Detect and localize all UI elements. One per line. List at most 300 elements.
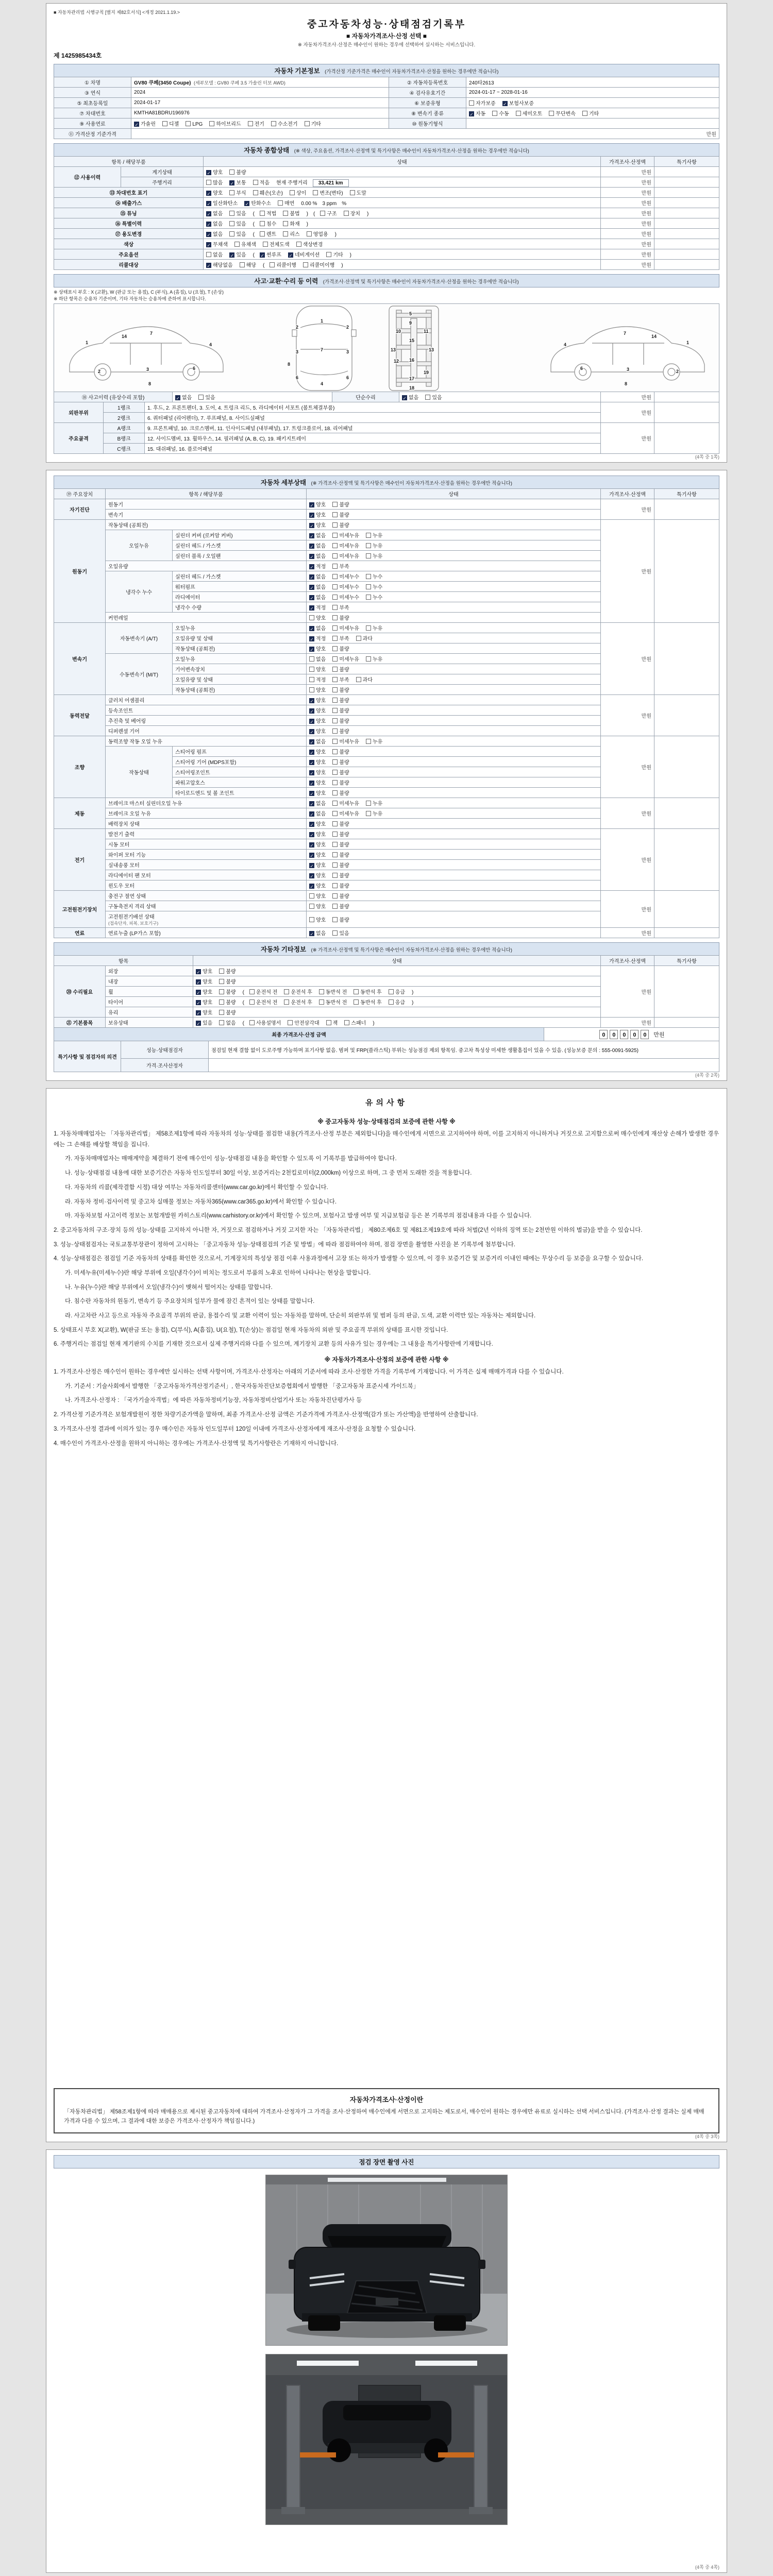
checkbox[interactable] [332,718,338,723]
option [332,894,349,900]
checkbox[interactable]: ✓ [135,122,139,127]
option [332,739,359,745]
device-cell: 전기 [54,829,106,891]
checkbox[interactable]: ✓ [503,101,507,107]
checkbox[interactable] [253,180,258,185]
checkbox[interactable]: ✓ [207,222,211,227]
option-label: 렌트 [266,232,277,238]
checkbox[interactable] [332,862,338,868]
inspection-photo-lift [265,2354,508,2525]
checkbox[interactable] [332,553,338,558]
table-header-row [54,956,719,966]
checkbox[interactable] [332,811,338,816]
checkbox[interactable] [186,121,191,126]
note-cell [654,260,719,270]
checkbox[interactable]: ✓ [310,513,314,519]
option-label: 불량 [339,688,349,694]
option-label: 해당없음 [213,263,233,268]
option-label: 있음 [339,931,349,937]
checkbox[interactable] [271,121,276,126]
item-group-cell: 자동변속기 (A/T) [106,623,173,654]
checkbox[interactable] [283,221,288,226]
checkbox[interactable] [332,584,338,589]
checkbox[interactable] [332,625,338,631]
option-label: 사용설명서 [256,1021,281,1027]
option-label: 과다 [362,677,373,684]
checkbox[interactable] [234,242,240,247]
checkbox[interactable]: ✓ [310,596,314,601]
checkbox[interactable] [319,989,324,994]
option-label: 없음 [182,395,192,401]
option-label: 침수 [266,222,277,227]
checkbox[interactable]: ✓ [196,990,200,996]
checkbox[interactable]: ✓ [310,833,314,838]
checkbox[interactable]: ✓ [310,822,314,828]
checkbox[interactable]: ✓ [207,191,211,196]
checkbox[interactable] [332,739,338,744]
odometer-state-options [204,167,601,177]
column-header: 특기사항 [654,956,719,966]
checkbox[interactable]: ✓ [310,699,314,704]
checkbox[interactable] [366,811,371,816]
checkbox[interactable]: ✓ [289,253,293,258]
option [260,222,276,227]
option-label: 없음 [226,1021,236,1027]
checkbox[interactable] [332,759,338,765]
option [332,884,349,889]
checkbox[interactable]: ✓ [310,863,314,869]
option-label: 불량 [226,979,236,986]
option [309,739,326,745]
checkbox[interactable]: ✓ [207,263,211,268]
diagram-part-number: 10 [396,329,401,334]
option [309,894,326,900]
option-label: 없음 [316,574,326,581]
checkbox[interactable] [219,979,224,984]
checkbox[interactable]: ✓ [310,626,314,632]
option [206,222,223,227]
checkbox[interactable] [229,170,234,175]
checkbox[interactable]: ✓ [310,565,314,570]
checkbox[interactable]: ✓ [310,554,314,560]
option-label: 있음 [205,395,215,401]
option-label: 미세누유 [339,801,359,807]
checkbox[interactable] [249,989,255,994]
option-label: 없음 [316,544,326,550]
option [332,667,349,673]
checkbox[interactable] [332,873,338,878]
checkbox[interactable] [332,790,338,795]
checkbox[interactable] [332,883,338,888]
option-label: 미세누수 [339,595,359,601]
option [309,750,326,755]
checkbox[interactable] [332,574,338,579]
state-cell [307,551,601,561]
option [309,918,326,923]
checkbox[interactable]: ✓ [310,802,314,807]
item-group-cell: 수동변속기 (M/T) [106,654,173,695]
checkbox[interactable]: ✓ [310,874,314,879]
checkbox[interactable] [366,574,371,579]
checkbox[interactable] [249,999,255,1005]
checkbox[interactable]: ✓ [310,523,314,529]
checkbox[interactable] [582,111,587,116]
checkbox[interactable] [332,821,338,826]
checkbox[interactable]: ✓ [196,970,200,975]
option-label: 누수 [372,595,383,601]
checkbox[interactable] [320,211,325,216]
checkbox[interactable] [288,1020,293,1025]
price-cell: 만원 [601,520,654,623]
checkbox[interactable]: ✓ [207,212,211,217]
note-cell [654,208,719,218]
checkbox[interactable] [366,625,371,631]
checkbox[interactable] [260,221,265,226]
checkbox[interactable] [260,231,265,236]
checkbox[interactable] [249,1020,255,1025]
checkbox[interactable]: ✓ [207,201,211,207]
checkbox[interactable]: ✓ [310,812,314,818]
checkbox[interactable]: ✓ [402,396,407,401]
checkbox[interactable]: ✓ [207,232,211,238]
checkbox[interactable]: ✓ [310,740,314,745]
checkbox[interactable] [332,832,338,837]
page-4 [46,2149,727,2573]
checkbox[interactable]: ✓ [207,243,211,248]
table-row [54,108,719,118]
checkbox[interactable] [290,190,295,195]
price-cell: 만원 [601,188,654,198]
column-header: 항목 [54,956,193,966]
checkbox[interactable] [206,180,211,185]
checkbox[interactable] [319,999,324,1005]
checkbox[interactable] [332,904,338,909]
option-label: 불량 [339,863,349,869]
checkbox[interactable] [332,615,338,620]
rank-items: 1. 후드, 2. 프론트펜더, 3. 도어, 4. 트렁크 리드, 5. 라디에이터 서포트 (볼트체결부품) [145,402,601,413]
checkbox[interactable] [309,904,314,909]
checkbox[interactable] [309,677,314,682]
checkbox[interactable] [332,667,338,672]
column-header: 항목 / 해당부품 [106,489,307,499]
table-row [54,88,719,98]
checkbox[interactable]: ✓ [310,503,314,509]
item-cell: 유리 [106,1007,193,1018]
option-label: 누유 [372,554,383,560]
checkbox[interactable] [332,656,338,662]
checkbox[interactable] [326,1020,331,1025]
checkbox[interactable] [260,211,265,216]
item-cell: 실린더 헤드 / 가스켓 [173,571,307,582]
checkbox[interactable] [366,801,371,806]
checkbox[interactable] [332,698,338,703]
option-label: 양호 [316,523,326,529]
checkbox[interactable] [516,111,521,116]
option-label: 없음 [316,595,326,601]
checkbox[interactable] [332,605,338,610]
checkbox[interactable]: ✓ [230,181,234,186]
checkbox[interactable] [366,543,371,548]
page-1 [46,3,727,463]
checkbox[interactable] [332,708,338,713]
checkbox[interactable] [307,231,312,236]
checkbox[interactable]: ✓ [176,396,180,401]
checkbox[interactable] [162,121,167,126]
checkbox[interactable] [326,252,331,257]
table-row [54,1041,719,1059]
checkbox[interactable]: ✓ [310,730,314,735]
option [309,585,326,590]
price-digit: 0 [641,1030,649,1039]
checkbox[interactable] [354,999,359,1005]
checkbox[interactable]: ✓ [310,637,314,642]
checkbox[interactable]: ✓ [310,853,314,859]
checkbox[interactable]: ✓ [245,201,249,207]
checkbox[interactable] [332,502,338,507]
option [309,616,326,621]
option [366,585,382,590]
option [260,252,281,258]
item-cell: 오일유량 및 상태 [173,633,307,643]
checkbox[interactable]: ✓ [260,253,264,258]
checkbox[interactable] [283,211,288,216]
checkbox[interactable]: ✓ [196,1001,200,1006]
checkbox[interactable] [366,553,371,558]
checkbox[interactable] [263,242,268,247]
option-label: 적음 [259,180,270,186]
checkbox[interactable] [356,636,361,641]
checkbox[interactable] [332,749,338,754]
checkbox[interactable] [332,893,338,899]
checkbox[interactable] [283,231,288,236]
checkbox[interactable] [332,564,338,569]
checkbox[interactable] [248,121,253,126]
checkbox[interactable] [332,770,338,775]
checkbox[interactable] [309,656,314,662]
checkbox[interactable] [344,1020,349,1025]
option-label: 부식 [236,191,246,196]
table-row [54,98,719,108]
notes-item: 다. 자동차의 리콜(제작결함 시정) 대상 여부는 자동차리콜센터(www.car.go.kr)에서 확인할 수 있습니다. [65,1184,328,1191]
checkbox[interactable]: ✓ [196,1011,200,1016]
checkbox[interactable] [296,242,301,247]
checkbox[interactable]: ✓ [310,760,314,766]
item-cell: 추진축 및 베어링 [106,716,307,726]
checkbox[interactable]: ✓ [310,719,314,725]
checkbox[interactable] [389,999,394,1005]
state-cell [193,1007,601,1018]
checkbox[interactable] [549,111,554,116]
state-cell [193,987,601,997]
checkbox[interactable] [253,190,258,195]
checkbox[interactable] [366,739,371,744]
option [366,739,382,745]
checkbox[interactable]: ✓ [310,843,314,849]
checkbox[interactable] [229,190,234,195]
checkbox[interactable] [219,1010,224,1015]
checkbox[interactable] [303,262,308,267]
checkbox[interactable] [332,646,338,651]
option-label: 리콜미이행 [309,263,335,268]
option [309,636,326,642]
field-label: ⑮ 튜닝 [54,208,204,218]
option [309,719,326,724]
state-cell [307,798,601,808]
main-option-options [204,249,601,260]
checkbox[interactable] [332,780,338,785]
page-marker: (4쪽 중 2쪽) [695,1073,719,1078]
option [307,232,328,238]
checkbox[interactable] [229,211,234,216]
checkbox[interactable] [229,231,234,236]
state-cell [193,997,601,1007]
checkbox[interactable]: ✓ [469,112,474,117]
checkbox[interactable] [284,999,289,1005]
checkbox[interactable] [469,100,474,106]
checkbox[interactable] [270,262,275,267]
notes-item: 라. 사고차란 사고 등으로 자동차 주요골격 부위의 판금, 용접수리 및 교환 이력이 있는 자동차를 말하며, 단순히 외판부위 및 범퍼 등의 판금, 도색, 교환 이력만 있는 자동차는 제외합니다. [65,1313,536,1319]
checkbox[interactable] [366,584,371,589]
state-cell [307,767,601,777]
checkbox[interactable] [366,595,371,600]
checkbox[interactable] [366,533,371,538]
checkbox[interactable]: ✓ [310,606,314,612]
checkbox[interactable]: ✓ [310,771,314,776]
color-options [204,239,601,249]
checkbox[interactable] [313,190,318,195]
checkbox[interactable] [425,395,430,400]
checkbox[interactable] [219,969,224,974]
checkbox[interactable]: ✓ [230,253,234,258]
checkbox[interactable] [492,111,497,116]
item-cell: 윈도우 모터 [106,880,307,891]
checkbox[interactable] [332,522,338,528]
checkbox[interactable] [209,121,214,126]
option [253,180,270,186]
checkbox[interactable] [305,121,310,126]
checkbox[interactable] [206,252,211,257]
checkbox[interactable]: ✓ [310,647,314,653]
option-label: 불량 [339,904,349,910]
opinion-table [54,1041,719,1072]
checkbox[interactable] [354,989,359,994]
checkbox[interactable]: ✓ [310,575,314,581]
option-label: 있음 [203,1021,213,1027]
checkbox[interactable]: ✓ [310,709,314,715]
price-digit: 0 [599,1030,608,1039]
checkbox[interactable]: ✓ [310,931,314,937]
checkbox[interactable]: ✓ [196,980,200,986]
option [219,990,236,995]
checkbox[interactable] [219,989,224,994]
checkbox[interactable]: ✓ [310,585,314,591]
checkbox[interactable] [309,615,314,620]
checkbox[interactable] [350,190,355,195]
item-cell: 원동기 [106,499,307,510]
note-cell [654,218,719,229]
checkbox[interactable] [332,728,338,734]
checkbox[interactable]: ✓ [310,544,314,550]
checkbox[interactable] [309,687,314,692]
appraiser-label: 가격·조사산정자 [121,1059,209,1072]
table-row [54,1018,719,1028]
price-cell: 만원 [601,229,654,239]
state-cell [307,777,601,788]
checkbox[interactable] [332,930,338,936]
option-label: 불량 [339,708,349,715]
checkbox[interactable] [344,211,349,216]
option [332,626,359,632]
checkbox[interactable] [309,667,314,672]
value-text: ( [242,990,245,996]
checkbox[interactable] [356,677,361,682]
checkbox[interactable] [332,512,338,517]
table-row [54,928,719,938]
checkbox[interactable] [332,852,338,857]
checkbox[interactable] [332,677,338,682]
checkbox[interactable] [389,989,394,994]
checkbox[interactable] [284,989,289,994]
checkbox[interactable] [219,1020,224,1025]
checkbox[interactable] [332,842,338,847]
option [332,760,349,766]
checkbox[interactable]: ✓ [207,171,211,176]
transmission-options [466,108,719,118]
checkbox[interactable] [309,893,314,899]
table-row [54,1028,719,1041]
option-label: 불량 [339,894,349,900]
checkbox[interactable] [219,999,224,1005]
section-accident [54,274,719,287]
checkbox[interactable] [229,221,234,226]
checkbox[interactable] [332,801,338,806]
checkbox[interactable] [240,262,245,267]
checkbox[interactable] [198,395,204,400]
option [240,263,256,268]
checkbox[interactable] [332,533,338,538]
section-note: (※ 색상, 주요옵션, 가격조사·산정액 및 특기사항은 매수인이 자동차가격조사·산정을 원하는 경우에만 적습니다) [294,148,529,154]
checkbox[interactable] [332,687,338,692]
checkbox[interactable]: ✓ [310,781,314,787]
option [134,122,156,127]
checkbox[interactable] [332,636,338,641]
checkbox[interactable]: ✓ [310,884,314,890]
option [186,122,203,127]
option-label: 많음 [213,180,223,186]
notes-item: 6. 주행거리는 점검일 현재 계기판의 수치를 기재한 것으로서 실제 주행거리와 다를 수 있으며, 계기장치 교환 등의 사유가 있는 경우에는 그 내용을 특기사항란에 기재합니다. [54,1341,493,1348]
photo-area [54,2175,719,2525]
option-label: 불량 [226,1000,236,1006]
checkbox[interactable] [278,200,283,206]
option [582,111,599,117]
checkbox[interactable] [332,595,338,600]
option [234,242,256,248]
checkbox[interactable] [309,917,314,922]
checkbox[interactable]: ✓ [196,1021,200,1027]
option [196,1010,212,1016]
checkbox[interactable] [366,656,371,662]
checkbox[interactable]: ✓ [310,750,314,756]
checkbox[interactable]: ✓ [310,534,314,539]
checkbox[interactable]: ✓ [310,791,314,797]
checkbox[interactable] [332,543,338,548]
checkbox[interactable] [332,917,338,922]
option-label: 없음 [409,395,419,401]
option-label: 불량 [339,884,349,890]
section-title: 점검 장면 촬영 사진 [359,2159,414,2166]
option [206,191,223,196]
option [290,191,306,196]
